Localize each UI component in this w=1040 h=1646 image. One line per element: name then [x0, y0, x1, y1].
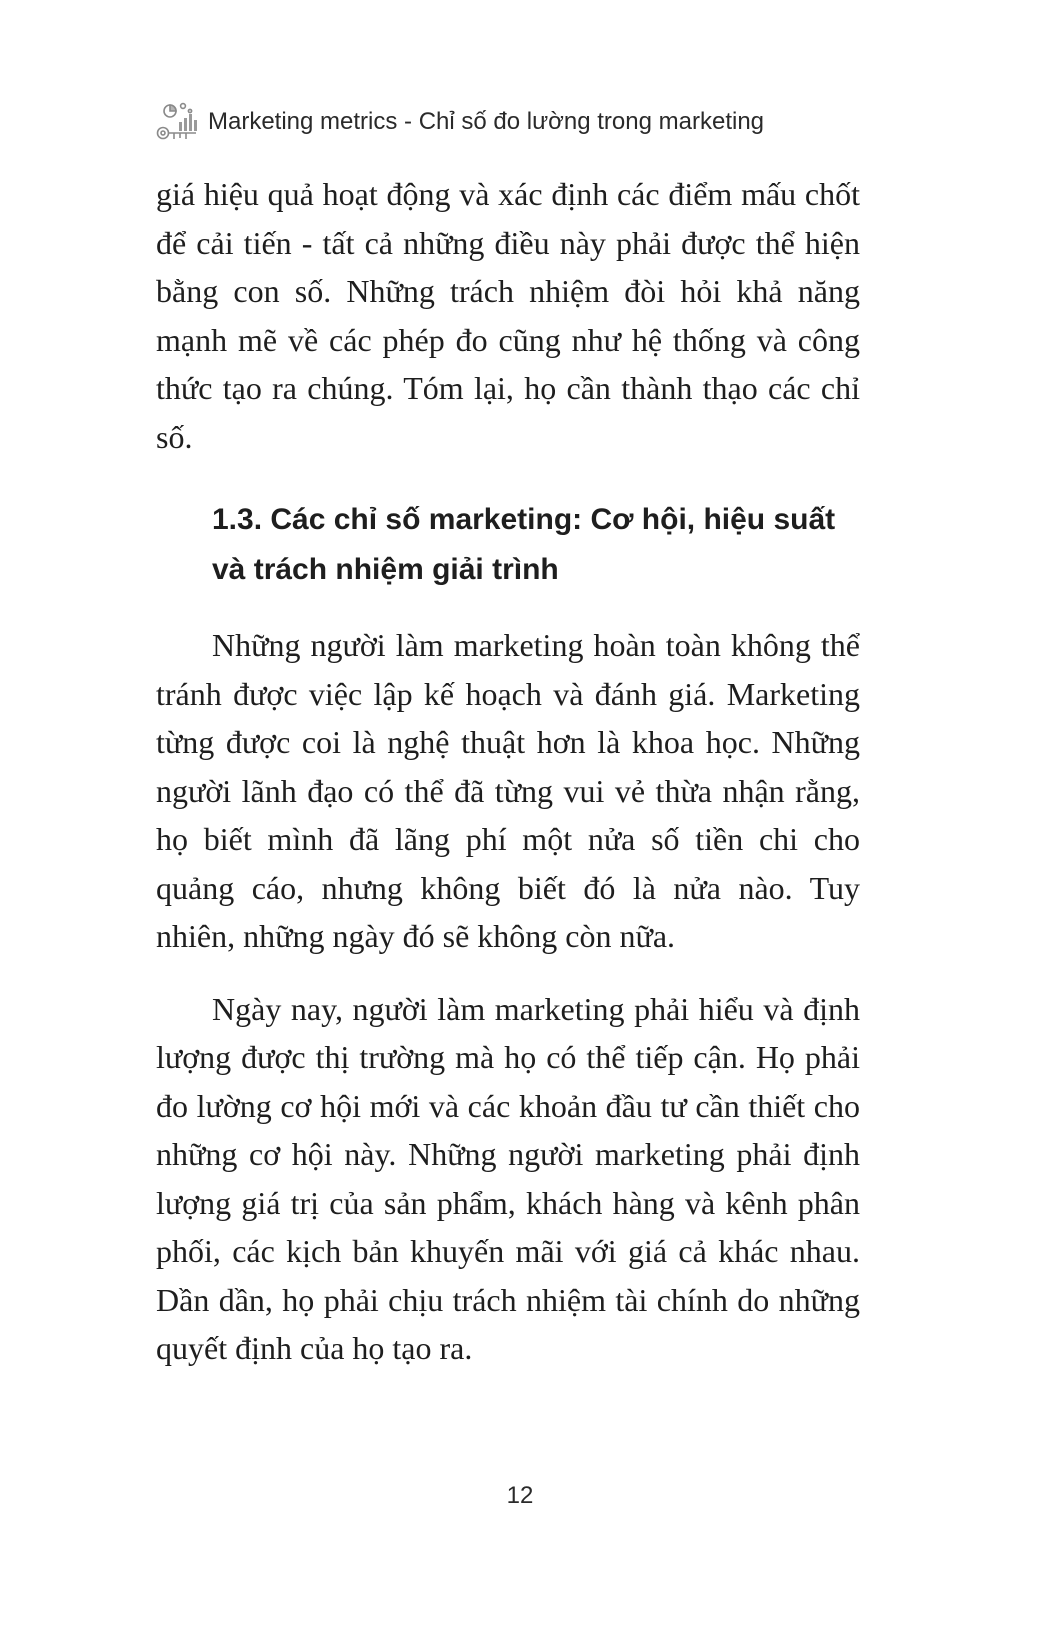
section-heading: 1.3. Các chỉ số marketing: Cơ hội, hiệu suất và trách nhiệm giải trình [212, 503, 836, 586]
running-title: Marketing metrics - Chỉ số đo lường trong marketing [208, 108, 765, 135]
running-header [156, 102, 764, 142]
body-paragraph-3: Ngày nay, người làm marketing phải hiểu và định lượng được thị trường mà họ có thể tiếp cận. Họ phải đo lường cơ hội mới và các khoản đầu tư cần thiết cho những cơ hội này. Những người marketing phải định lượng giá trị của sản phẩm, khách hàng và kênh phân phối, các kịch bản khuyến mãi với giá cả khác nhau. Dần dần, họ phải chịu trách nhiệm tài chính do những quyết định của họ tạo ra. [156, 990, 860, 1366]
key-chart-icon [156, 102, 198, 142]
page-content [156, 170, 860, 1373]
page-number: 12 [506, 1482, 534, 1509]
body-paragraph-1: giá hiệu quả hoạt động và xác định các điểm mấu chốt để cải tiến - tất cả những điều này phải được thể hiện bằng con số. Những trách nhiệm đòi hỏi khả năng mạnh mẽ về các phép đo cũng như hệ thống và công thức tạo ra chúng. Tóm lại, họ cần thành thạo các chỉ số. [156, 176, 860, 455]
body-paragraph-2: Những người làm marketing hoàn toàn không thể tránh được việc lập kế hoạch và đánh giá. Marketing từng được coi là nghệ thuật hơn là khoa học. Những người lãnh đạo có thể đã từng vui vẻ thừa nhận rằng, họ biết mình đã lãng phí một nửa số tiền chi cho quảng cáo, nhưng không biết đó là nửa nào. Tuy nhiên, những ngày đó sẽ không còn nữa. [156, 627, 860, 954]
